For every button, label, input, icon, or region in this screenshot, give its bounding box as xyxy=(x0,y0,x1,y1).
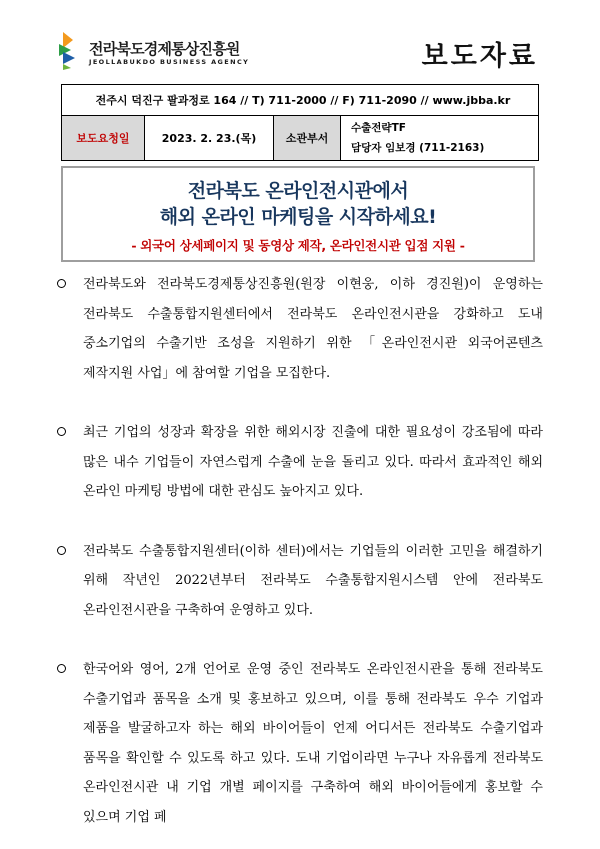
org-name-korean: 전라북도경제통상진흥원 xyxy=(89,40,240,58)
circle-bullet-icon xyxy=(57,427,66,436)
paragraph-text: 최근 기업의 성장과 확장을 위한 해외시장 진출에 대한 필요성이 강조됨에 따라 많은 내수 기업들이 자연스럽게 수출에 눈을 돌리고 있다. 따라서 효과적인 해외 온라인 마케팅 방법에 대한 관심도 높아지고 있다. xyxy=(83,425,543,499)
org-name-english: JEOLLABUKDO BUSINESS AGENCY xyxy=(89,58,250,66)
circle-bullet-icon xyxy=(57,664,66,673)
circle-bullet-icon xyxy=(57,546,66,555)
department-name: 수출전략TF xyxy=(351,122,406,134)
paragraph xyxy=(57,537,543,626)
article-body xyxy=(57,270,543,832)
agency-logo-icon xyxy=(57,30,87,70)
contact-info-line: 전주시 덕진구 팔과정로 164 // T) 711-2000 // F) 711-2090 // www.jbba.kr xyxy=(62,85,539,116)
headline-line-2: 해외 온라인 마케팅을 시작하세요! xyxy=(159,206,437,228)
request-date-label: 보도요청일 xyxy=(62,116,145,161)
department-label: 소관부서 xyxy=(274,116,341,161)
paragraph-text: 전라북도와 전라북도경제통상진흥원(원장 이현웅, 이하 경진원)이 운영하는 전라북도 수출통합지원센터에서 전라북도 온라인전시관을 강화하고 도내 중소기업의 수출기반 조성을 지원하기 위한 「온라인전시관 외국어콘텐츠 제작지원 사업」에 참여할 기업을 모집한다. xyxy=(83,277,543,381)
paragraph-text: 전라북도 수출통합지원센터(이하 센터)에서는 기업들의 이러한 고민을 해결하기 위해 작년인 2022년부터 전라북도 수출통합지원시스템 안에 전라북도 온라인전시관을 구축하여 운영하고 있다. xyxy=(83,543,543,618)
press-info-table xyxy=(61,84,539,161)
headline-subtitle: - 외국어 상세페이지 및 동영상 제작, 온라인전시관 입점 지원 - xyxy=(131,238,465,253)
headline-box xyxy=(61,166,535,262)
page-header xyxy=(0,0,600,82)
contact-person: 담당자 임보경 (711-2163) xyxy=(351,142,485,154)
paragraph xyxy=(57,655,543,832)
department-cell xyxy=(341,116,539,161)
paragraph-text: 한국어와 영어, 2개 언어로 운영 중인 전라북도 온라인전시관을 통해 전라북도 수출기업과 품목을 소개 및 홍보하고 있으며, 이를 통해 전라북도 우수 기업과 제품을 발굴하고자 하는 해외 바이어들이 언제 어디서든 전라북도 수출기업과 품목을 확인할 수 있도록 하고 있다. 도내 기업이라면 누구나 자유롭게 전라북도 온라인전시관 내 기업 개별 페이지를 구축하여 해외 바이어들에게 홍보할 수 있으며 기업 페 xyxy=(83,662,543,825)
paragraph xyxy=(57,270,543,388)
document-type-title: 보도자료 xyxy=(421,41,538,72)
request-date-value: 2023. 2. 23.(목) xyxy=(145,116,274,161)
headline-line-1: 전라북도 온라인전시관에서 xyxy=(187,180,409,202)
paragraph xyxy=(57,418,543,507)
circle-bullet-icon xyxy=(57,279,66,288)
